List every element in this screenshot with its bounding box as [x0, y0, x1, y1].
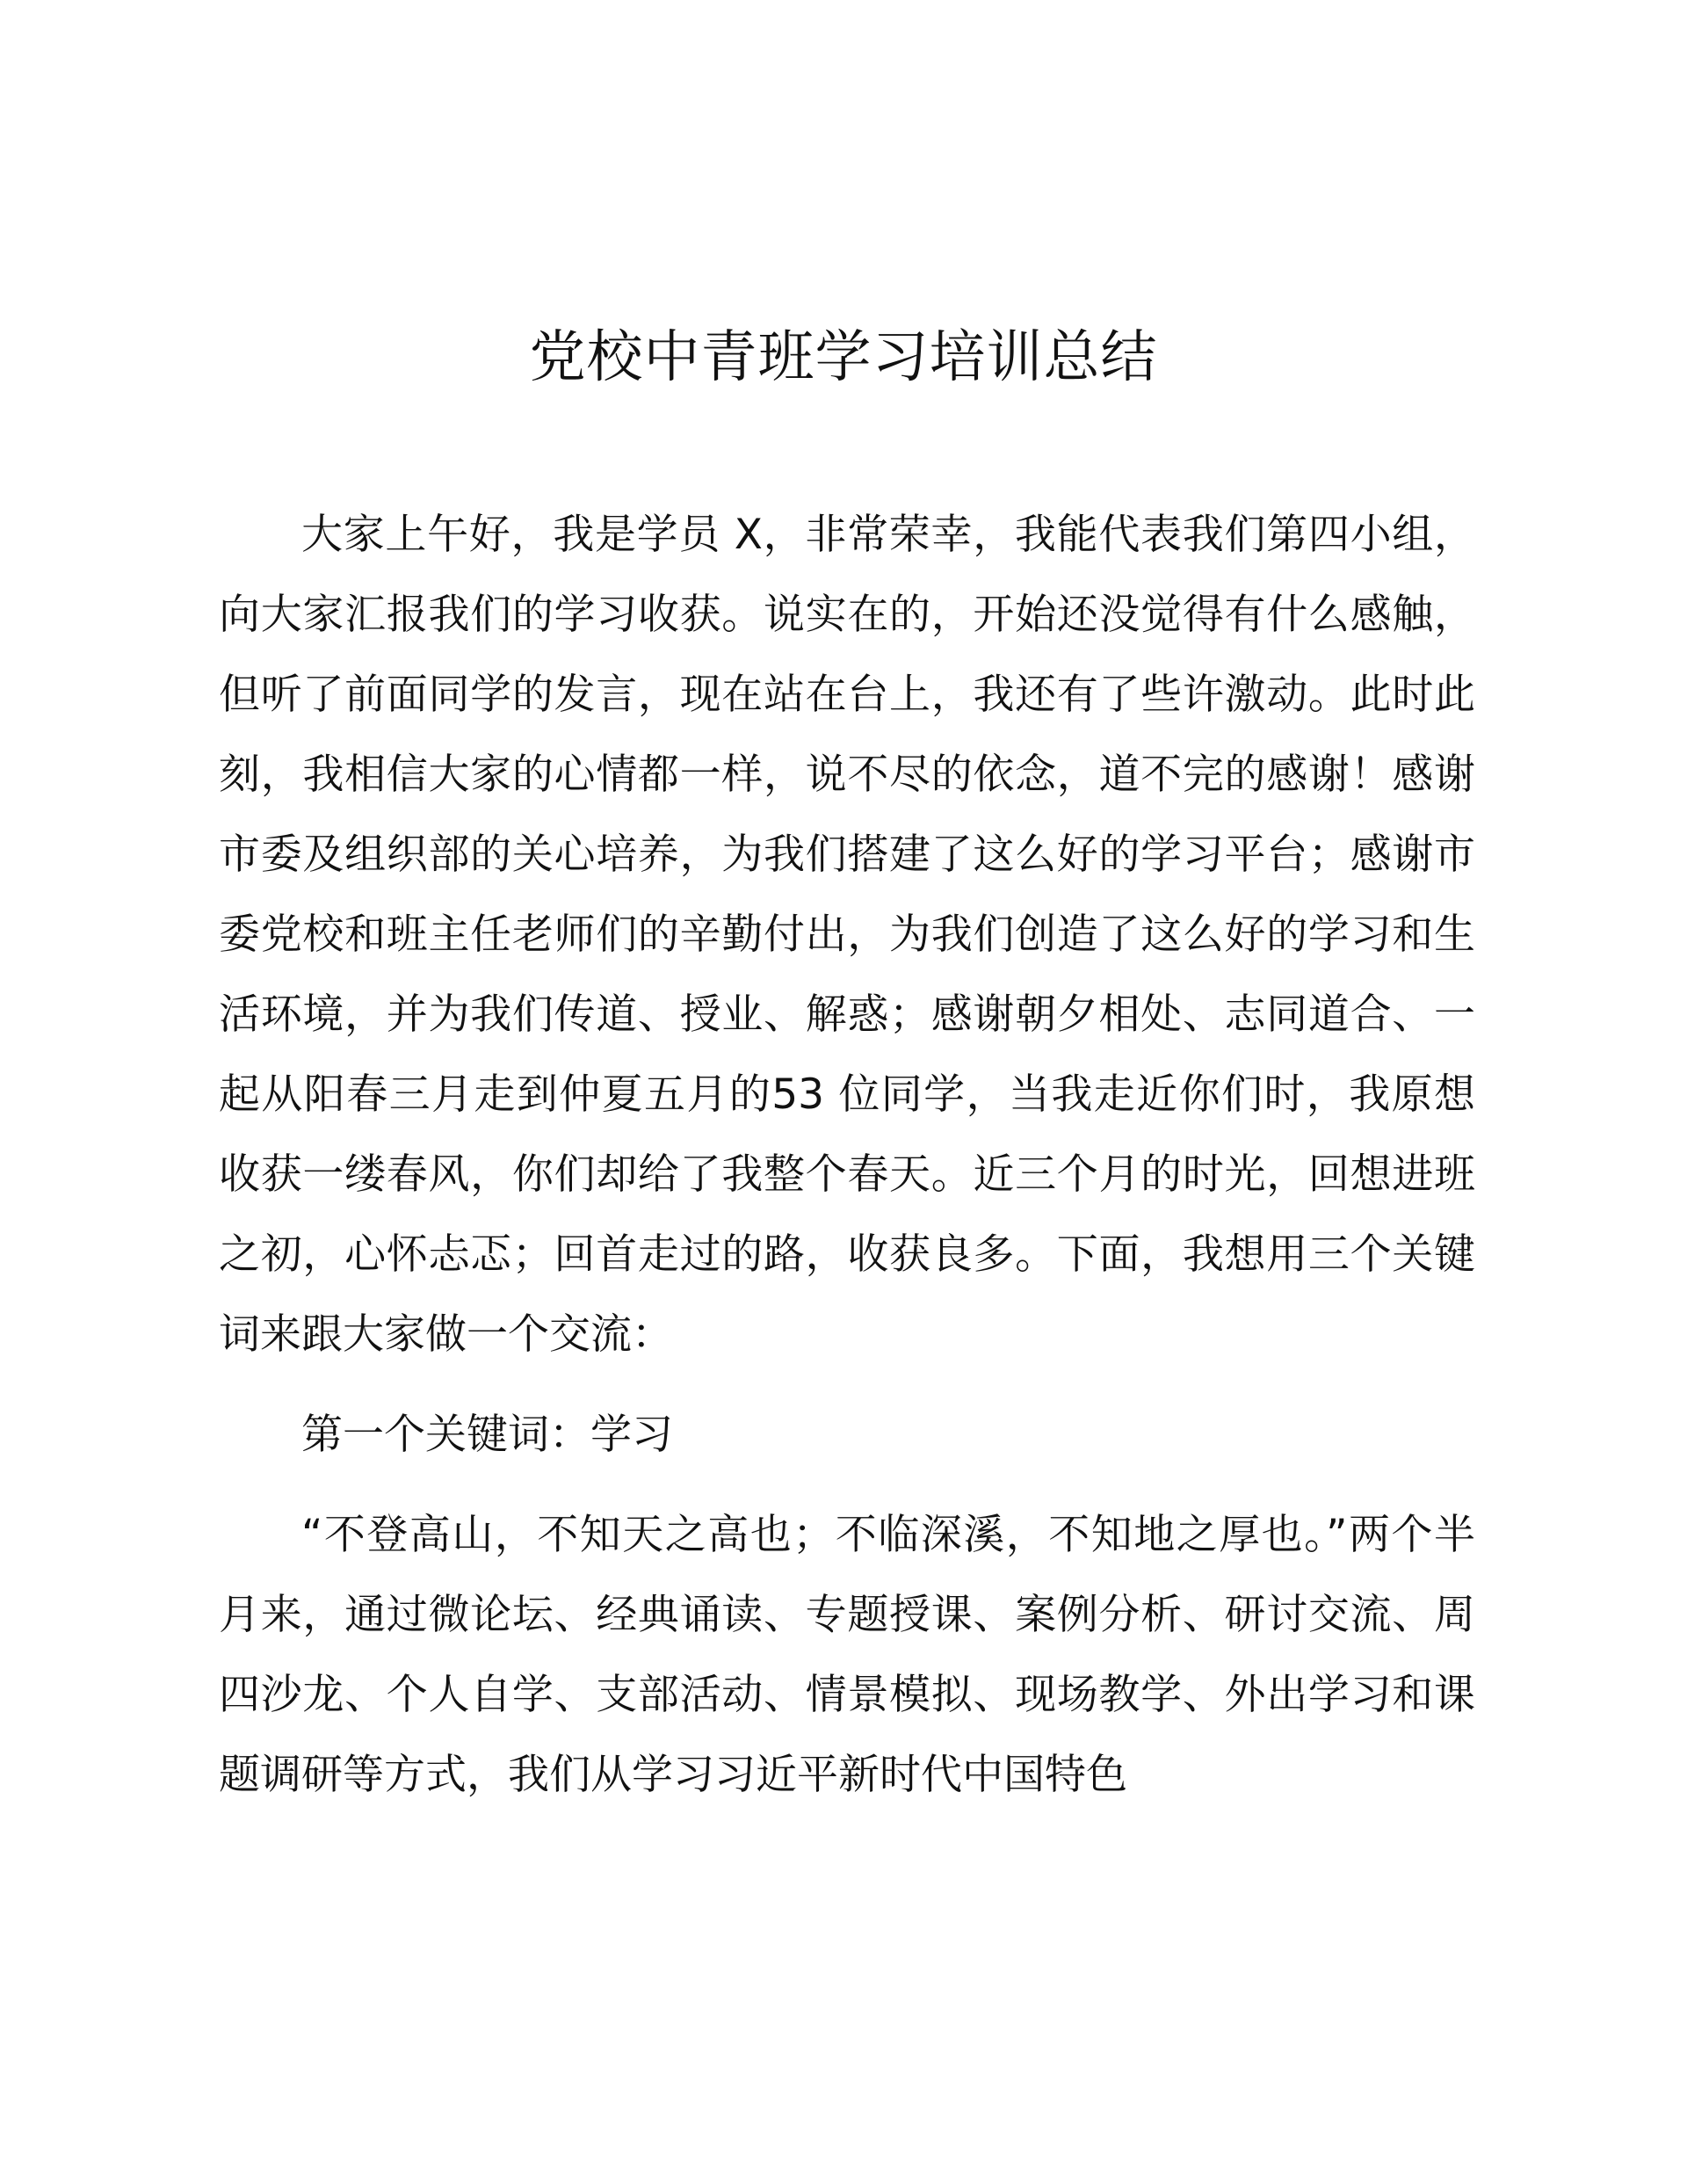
document-title: 党校中青班学习培训总结	[529, 325, 1158, 390]
intro-paragraph: 大家上午好，我是学员 X，非常荣幸，我能代表我们第四小组，向大家汇报我们的学习收获。说实在的，开始还没觉得有什么感触，但听了前面同学的发言，现在站在台上，我还有了些许激动。此时此刻，我相信大家的心情都一样，说不尽的依念，道不完的感谢！感谢市委及组织部的关心培养，为我们搭建了这么好的学习平台；感谢市委党校和班主任老师们的辛勤付出，为我们创造了这么好的学习和生活环境，并为我们传道、授业、解惑；感谢朝夕相处、志同道合、一起从阳春三月走到仲夏五月的53 位同学，当我走近你们时，我原想收获一缕春风，你们却给了我整个春天。近三个月的时光，回想进班之初，心怀忐忑；回首走过的路，收获良多。下面，我想用三个关键词来跟大家做一个交流：	[219, 511, 1475, 1359]
document-body	[219, 495, 1475, 1815]
learning-paragraph: “不登高山，不知天之高也；不临深溪，不知地之厚也。”两个半月来，通过微论坛、经典诵读、专题授课、案例分析、研讨交流、周四沙龙、个人自学、支部活动、情景模拟、现场教学、外出学习和课题调研等方式，我们从学习习近平新时代中国特色	[219, 1511, 1475, 1799]
section-heading-learning: 第一个关键词：学习	[301, 1411, 673, 1459]
